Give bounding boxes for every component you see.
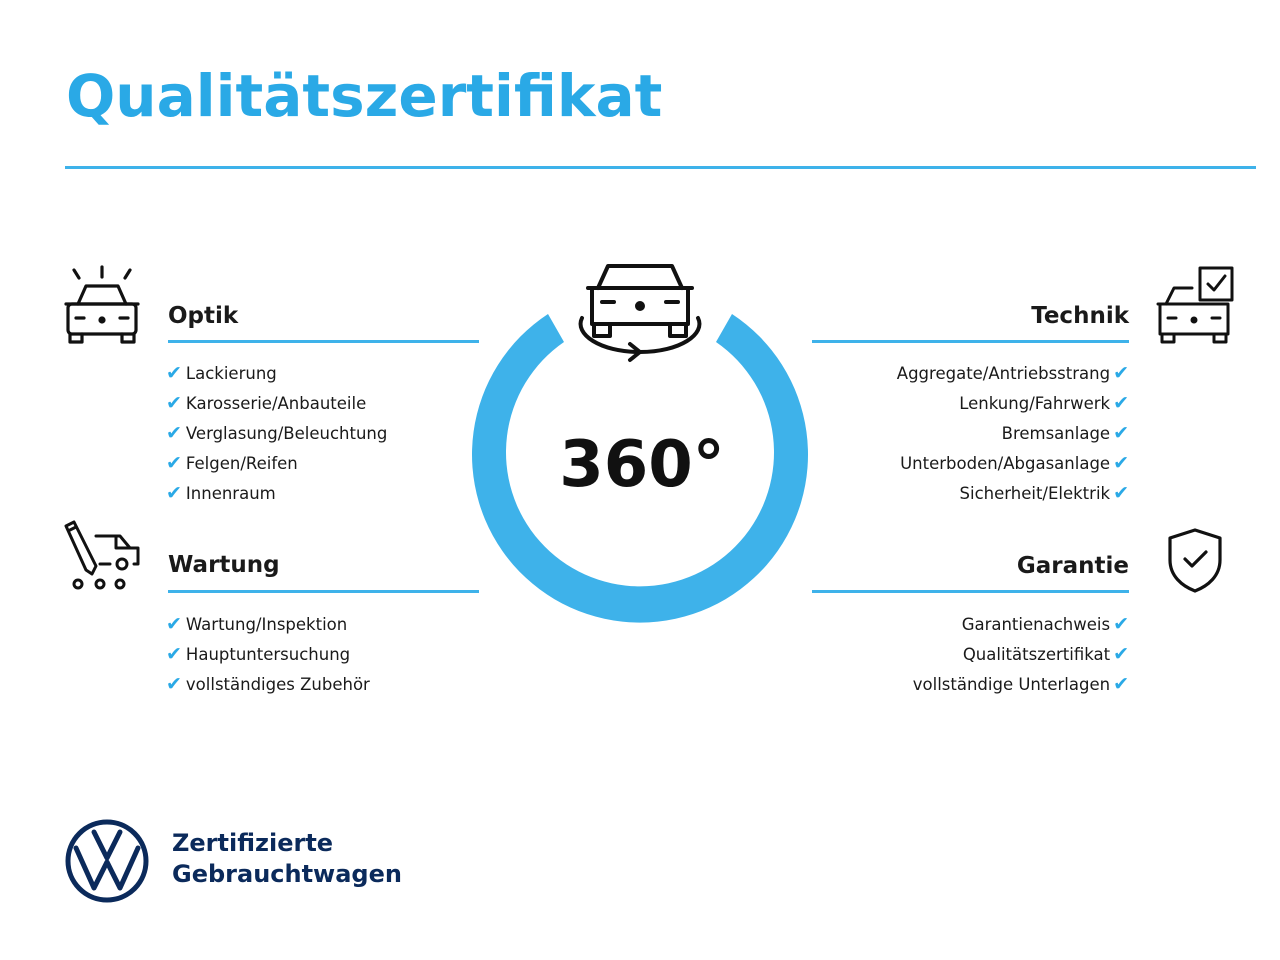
- check-icon: ✔: [1113, 392, 1129, 414]
- list-item: ✔ Wartung/Inspektion: [166, 613, 348, 635]
- wartung-rule: [168, 590, 479, 593]
- technik-list: [897, 358, 1129, 508]
- wartung-icon: [62, 518, 144, 598]
- list-item: ✔ Felgen/Reifen: [166, 452, 298, 474]
- list-item: Sicherheit/Elektrik ✔: [959, 482, 1129, 504]
- badge-ring-text: Gebrauchtwagen-Check: [501, 442, 779, 585]
- list-item: ✔ Lackierung: [166, 362, 277, 384]
- check-icon: ✔: [166, 613, 182, 635]
- brand-line-1: Zertifizierte: [172, 829, 334, 857]
- car-rotate-icon: [581, 266, 700, 360]
- optik-list: [166, 358, 387, 508]
- wartung-heading: Wartung: [168, 552, 280, 578]
- title-divider: [65, 166, 1256, 169]
- list-item: Bremsanlage ✔: [1001, 422, 1129, 444]
- technik-heading: Technik: [1031, 303, 1129, 329]
- list-item: ✔ Verglasung/Beleuchtung: [166, 422, 388, 444]
- list-item: Aggregate/Antriebsstrang ✔: [896, 362, 1129, 384]
- optik-heading: Optik: [168, 303, 239, 329]
- check-icon: ✔: [166, 422, 182, 444]
- list-item: Lenkung/Fahrwerk ✔: [959, 392, 1129, 414]
- wartung-list: [166, 609, 370, 699]
- check-icon: ✔: [1113, 422, 1129, 444]
- badge-number: 360°: [559, 428, 725, 502]
- check-icon: ✔: [1113, 643, 1129, 665]
- list-item: ✔ Innenraum: [166, 482, 276, 504]
- check-icon: ✔: [1113, 452, 1129, 474]
- check-icon: ✔: [1113, 673, 1129, 695]
- technik-rule: [812, 340, 1129, 343]
- garantie-rule: [812, 590, 1129, 593]
- brand-text: [172, 828, 402, 890]
- technik-icon: [1154, 264, 1238, 348]
- garantie-heading: Garantie: [1016, 553, 1129, 579]
- 360-check-badge: [470, 250, 810, 630]
- page-title: Qualitätszertifikat: [66, 62, 663, 130]
- check-icon: ✔: [166, 392, 182, 414]
- list-item: Unterboden/Abgasanlage ✔: [900, 452, 1129, 474]
- check-icon: ✔: [1113, 362, 1129, 384]
- garantie-list: [913, 609, 1129, 699]
- shield-check-icon: [1164, 526, 1226, 594]
- check-icon: ✔: [166, 482, 182, 504]
- check-icon: ✔: [1113, 482, 1129, 504]
- check-icon: ✔: [1113, 613, 1129, 635]
- vw-logo: [64, 818, 150, 904]
- check-icon: ✔: [166, 362, 182, 384]
- optik-rule: [168, 340, 479, 343]
- list-item: vollständige Unterlagen ✔: [912, 673, 1129, 695]
- list-item: Qualitätszertifikat ✔: [962, 643, 1129, 665]
- check-icon: ✔: [166, 673, 182, 695]
- check-icon: ✔: [166, 643, 182, 665]
- list-item: Garantienachweis ✔: [961, 613, 1129, 635]
- check-icon: ✔: [166, 452, 182, 474]
- list-item: ✔ vollständiges Zubehör: [166, 673, 370, 695]
- list-item: ✔ Karosserie/Anbauteile: [166, 392, 367, 414]
- list-item: ✔ Hauptuntersuchung: [166, 643, 351, 665]
- optik-icon: [62, 264, 144, 348]
- brand-line-2: Gebrauchtwagen: [172, 860, 402, 888]
